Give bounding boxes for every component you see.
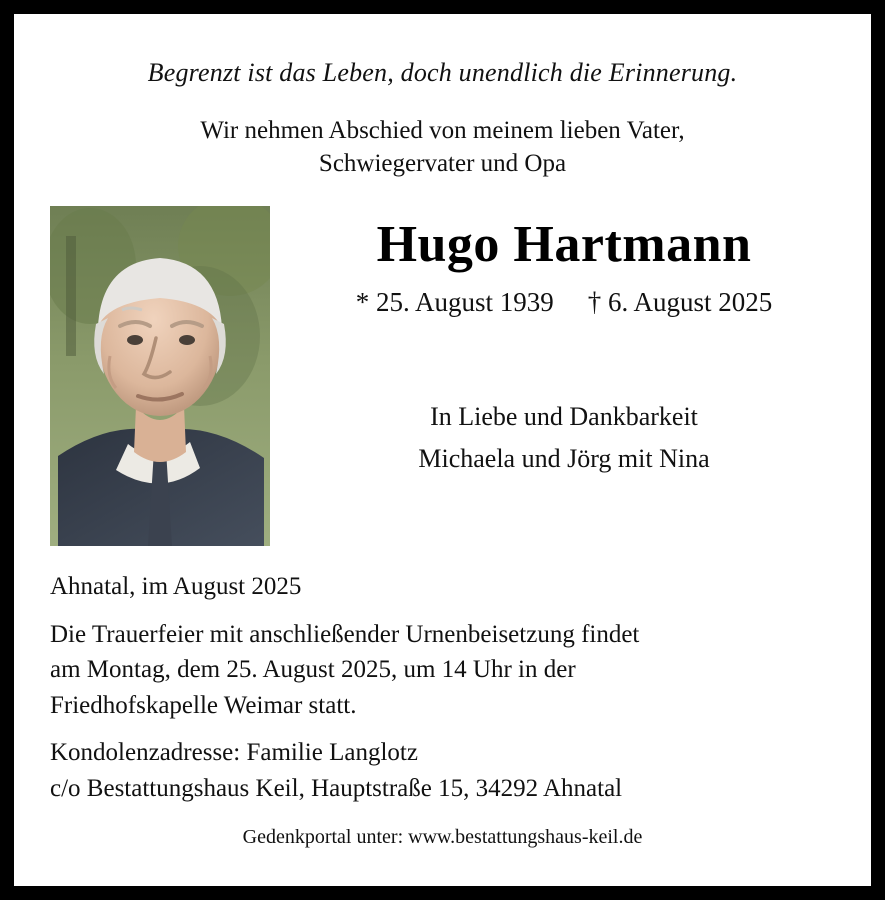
details-section bbox=[14, 569, 871, 806]
tribute-text bbox=[284, 396, 844, 479]
portrait-photo bbox=[50, 206, 270, 546]
obituary-card bbox=[14, 14, 871, 886]
ceremony-line-3: Friedhofskapelle Weimar statt. bbox=[50, 691, 357, 719]
condolence-line-1: Kondolenzadresse: Familie Langlotz bbox=[50, 739, 418, 766]
tribute-line-1: In Liebe und Dankbarkeit bbox=[430, 402, 698, 432]
deceased-name: Hugo Hartmann bbox=[376, 216, 752, 273]
memorial-quote: Begrenzt ist das Leben, doch unendlich die Erinnerung. bbox=[147, 58, 738, 87]
memorial-portal-link[interactable]: Gedenkportal unter: www.bestattungshaus-keil.de bbox=[242, 826, 643, 848]
life-dates bbox=[284, 287, 844, 318]
introduction-line-1: Wir nehmen Abschied von meinem lieben Vater, bbox=[200, 117, 685, 144]
condolence-info bbox=[50, 735, 841, 806]
introduction-line-2: Schwiegervater und Opa bbox=[318, 150, 567, 177]
introduction-text bbox=[14, 114, 871, 180]
name-and-dates-block bbox=[284, 206, 844, 479]
portrait-and-name-row bbox=[14, 206, 871, 551]
ceremony-line-1: Die Trauerfeier mit anschließender Urnenbeisetzung findet bbox=[50, 620, 640, 648]
ceremony-info bbox=[50, 617, 841, 724]
tribute-line-2: Michaela und Jörg mit Nina bbox=[418, 443, 710, 473]
condolence-line-2: c/o Bestattungshaus Keil, Hauptstraße 15, 34292 Ahnatal bbox=[50, 774, 623, 802]
birth-date: * 25. August 1939 bbox=[355, 287, 554, 318]
ceremony-line-2: am Montag, dem 25. August 2025, um 14 Uhr in der bbox=[50, 656, 576, 683]
death-date: † 6. August 2025 bbox=[587, 287, 773, 318]
place-and-date: Ahnatal, im August 2025 bbox=[50, 573, 302, 600]
